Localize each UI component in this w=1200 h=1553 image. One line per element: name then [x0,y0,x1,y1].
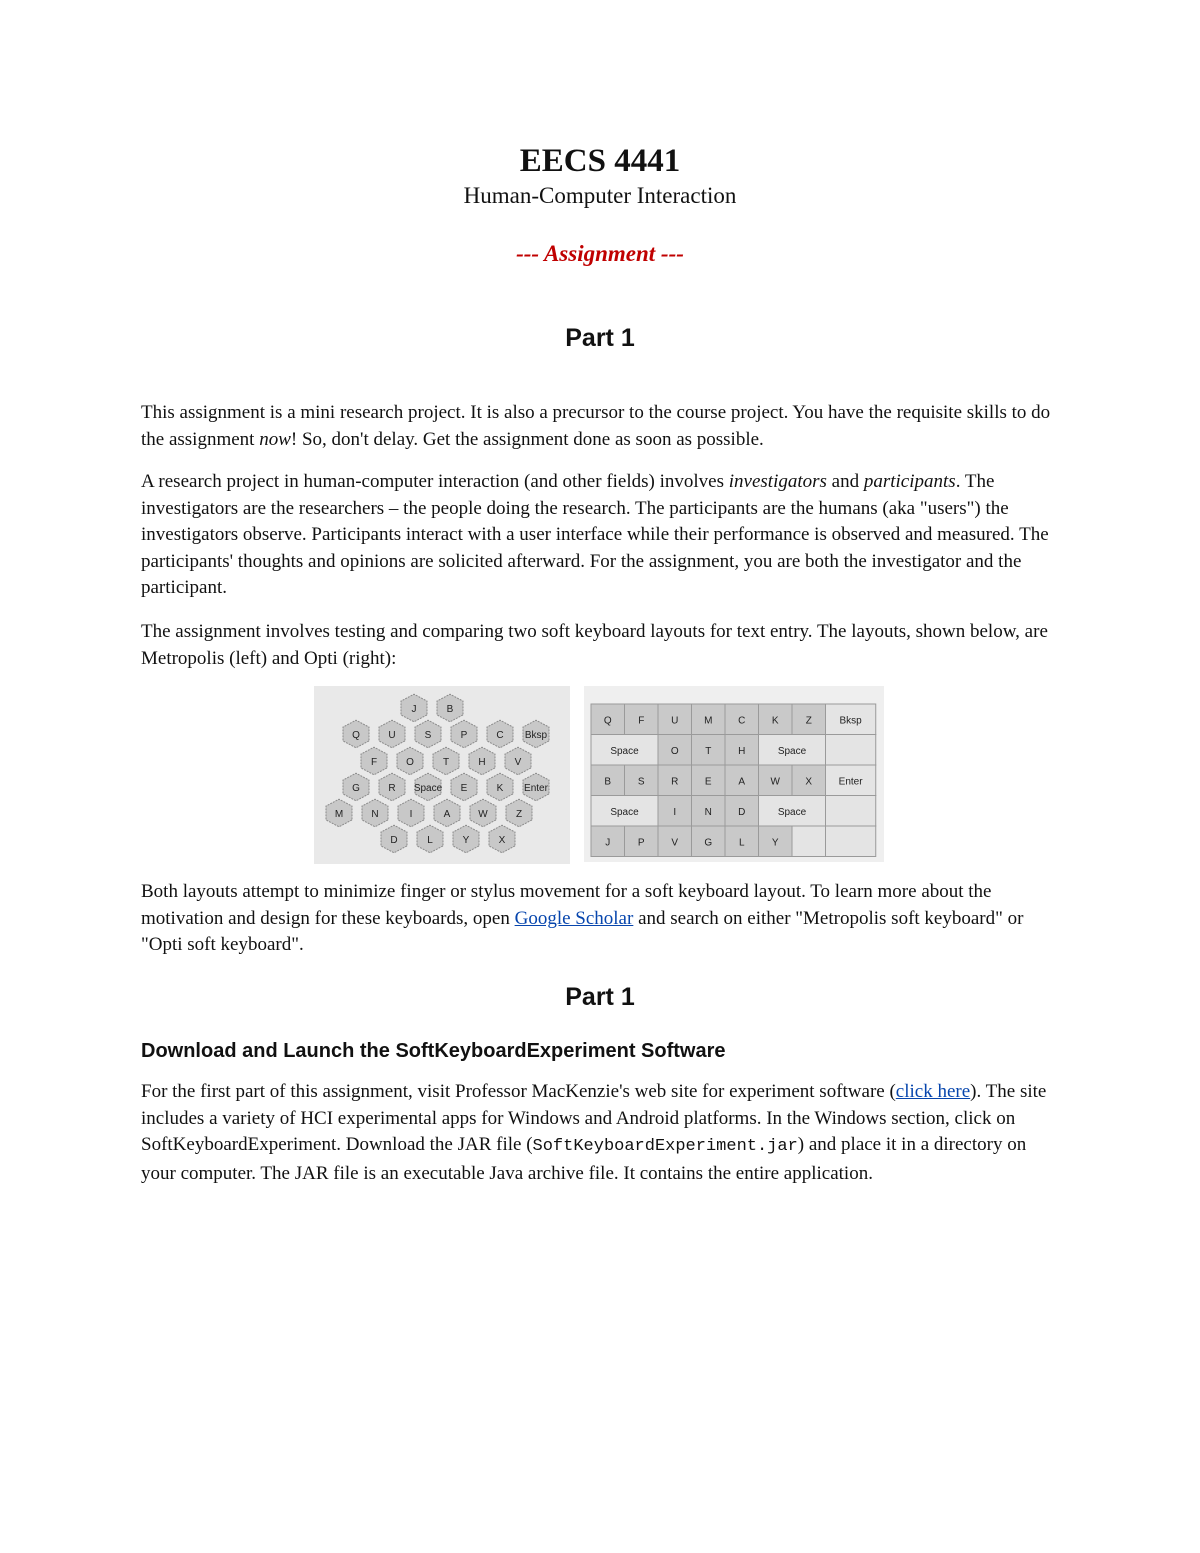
metropolis-keyboard [314,686,570,864]
metropolis-key-label: K [496,783,504,794]
metropolis-key-label: F [370,757,378,768]
opti-key-label: Q [603,715,612,727]
layouts-paragraph: The assignment involves testing and comparing two soft keyboard layouts for text entry. The layouts, shown below, are Metropolis (left) and Opti (right): [141,621,1048,669]
opti-key-label: R [671,776,679,788]
opti-key-label: U [671,715,679,727]
opti-key-label: Space [610,745,639,757]
opti-key-label: Y [771,837,779,849]
opti-key-label: Space [777,745,807,757]
opti-keyboard [584,686,884,862]
opti-key-label: V [671,837,679,849]
opti-key-label: M [704,715,713,727]
metropolis-key-label: W [478,809,488,820]
metropolis-key-label: M [334,809,344,820]
opti-key-label: O [670,745,679,757]
metropolis-key-label: Q [352,730,360,741]
opti-key-label: C [738,715,746,727]
research-paragraph: A research project in human-computer interaction (and other fields) involves investigators and participants. The investigators are the researchers – the people doing the research. The participants are the humans (aka "users") the investigators observe. Participants interact with a user interface while their performance is observed and measured. The participants' thoughts and opinions are solicited afterward. For the assignment, you are both the investigator and the participant. [141,471,1049,598]
part-heading: Part 1 [565,324,635,352]
part-heading-2: Part 1 [565,983,635,1011]
opti-key-label: B [604,776,612,788]
opti-key-label: Space [610,806,639,818]
opti-key-label: Bksp [839,715,862,727]
section-subheading: Download and Launch the SoftKeyboardExperiment Software [141,1040,726,1062]
opti-key-label: X [805,776,813,788]
opti-key [826,826,876,857]
opti-key-label: D [738,806,746,818]
opti-key-label: F [638,715,645,727]
metropolis-key-label: R [388,783,396,794]
intro-paragraph: This assignment is a mini research project. It is also a precursor to the course project. You have the requisite skills to do the assignment now! So, don't delay. Get the assignment done as soon as possible. [141,402,1051,450]
opti-key-label: K [771,715,779,727]
opti-key-label: G [704,837,713,849]
opti-key-label: A [738,776,746,788]
metropolis-key-label: U [388,730,396,741]
motivation-paragraph: Both layouts attempt to minimize finger or stylus movement for a soft keyboard layout. To learn more about the motivation and design for these keyboards, open Google Scholar and search on either "Metropolis soft keyboard" or "Opti soft keyboard". [141,881,1024,955]
opti-key-label: N [704,806,712,818]
opti-key-label: Space [777,806,807,818]
metropolis-key-label: Enter [524,783,548,794]
metropolis-key-label: A [443,809,451,820]
opti-key-label: Enter [838,776,863,788]
opti-key-label: T [705,745,712,757]
google-scholar-link[interactable]: Google Scholar [514,907,634,929]
course-subtitle: Human-Computer Interaction [463,183,737,208]
metropolis-key-label: E [460,783,468,794]
opti-key-label: I [673,806,677,818]
metropolis-key-label: X [498,835,506,846]
metropolis-key-label: V [514,757,522,768]
opti-key-label: W [770,776,780,788]
metropolis-key-label: G [352,783,360,794]
opti-key-label: E [704,776,712,788]
metropolis-key-label: H [478,757,486,768]
metropolis-key-label: L [427,835,433,846]
opti-keyboard-figure [584,686,884,862]
metropolis-key-label: D [390,835,398,846]
metropolis-key-label: P [460,730,468,741]
opti-key [826,735,876,766]
metropolis-key-label: Space [413,783,443,794]
metropolis-key-label: C [496,730,504,741]
metropolis-key-label: Bksp [524,730,548,741]
opti-key-label: L [738,837,745,849]
jar-filename: SoftKeyboardExperiment.jar [532,1137,798,1156]
opti-key [792,826,826,857]
metropolis-key-label: Y [462,835,470,846]
click-here-link[interactable]: click here [895,1081,971,1102]
opti-key-label: P [637,837,645,849]
metropolis-key-label: T [442,757,450,768]
download-paragraph: For the first part of this assignment, visit Professor MacKenzie's web site for experiment software (click here). The site includes a variety of HCI experimental apps for Windows and Android platforms. In the Windows section, click on SoftKeyboardExperiment. Download the JAR file (SoftKeyboardExperiment.jar) and place it in a directory on your computer. The JAR file is an executable Java archive file. It contains the entire application. [141,1081,1047,1184]
opti-key [826,796,876,827]
metropolis-keyboard-figure [314,686,570,864]
opti-key-label: Z [805,715,812,727]
opti-key-label: J [605,837,611,849]
metropolis-key-label: B [446,704,454,715]
metropolis-key-label: Z [515,809,523,820]
course-title: EECS 4441 [519,143,681,179]
metropolis-key-label: O [406,757,414,768]
opti-key-label: H [738,745,746,757]
metropolis-key-label: J [411,704,417,715]
metropolis-key-label: S [424,730,432,741]
opti-key-label: S [637,776,645,788]
assignment-label: --- Assignment --- [516,241,684,266]
metropolis-key-label: I [409,809,413,820]
metropolis-key-label: N [371,809,379,820]
